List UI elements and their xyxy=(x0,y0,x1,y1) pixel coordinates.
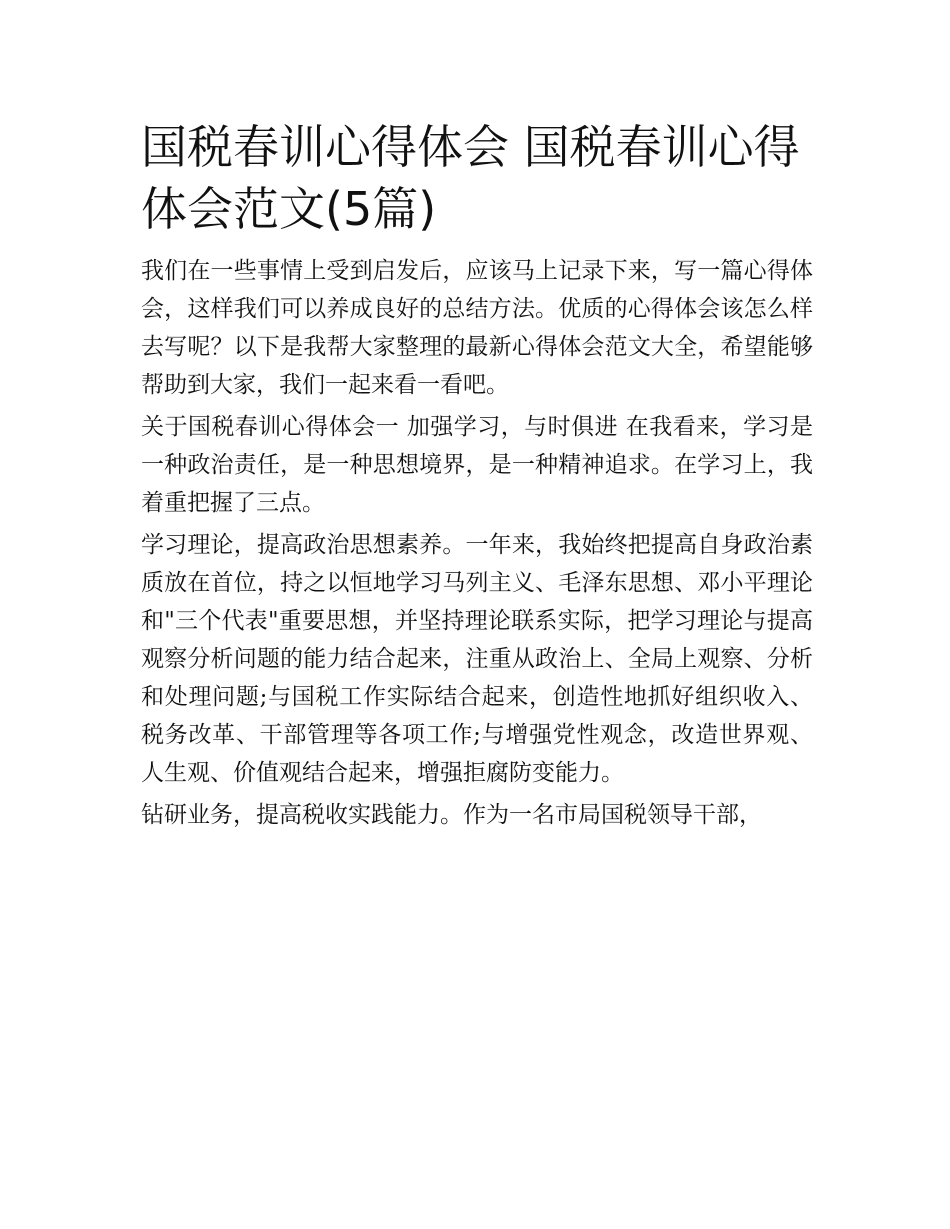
paragraph-business-study: 钻研业务，提高税收实践能力。作为一名市局国税领导干部， xyxy=(141,802,762,828)
paragraph-intro: 我们在一些事情上受到启发后，应该马上记录下来，写一篇心得体会，这样我们可以养成良好的总结方法。优质的心得体会该怎么样去写呢？以下是我帮大家整理的最新心得体会范文大全，希望能够帮助到大家，我们一起来看一看吧。 xyxy=(141,258,813,398)
document-title: 国税春训心得体会 国税春训心得体会范文(5篇) xyxy=(141,120,800,236)
paragraph-theory-study: 学习理论，提高政治思想素养。一年来，我始终把提高自身政治素质放在首位，持之以恒地学习马列主义、毛泽东思想、邓小平理论和"三个代表"重要思想，并坚持理论联系实际，把学习理论与提高观察分析问题的能力结合起来，注重从政治上、全局上观察、分析和处理问题;与国税工作实际结合起来，创造性地抓好组织收入、税务改革、干部管理等各项工作;与增强党性观念，改造世界观、人生观、价值观结合起来，增强拒腐防变能力。 xyxy=(141,532,813,786)
paragraph-section-one: 关于国税春训心得体会一 加强学习，与时俱进 在我看来，学习是一种政治责任，是一种思想境界，是一种精神追求。在学习上，我着重把握了三点。 xyxy=(141,414,813,516)
document-body xyxy=(141,116,813,838)
